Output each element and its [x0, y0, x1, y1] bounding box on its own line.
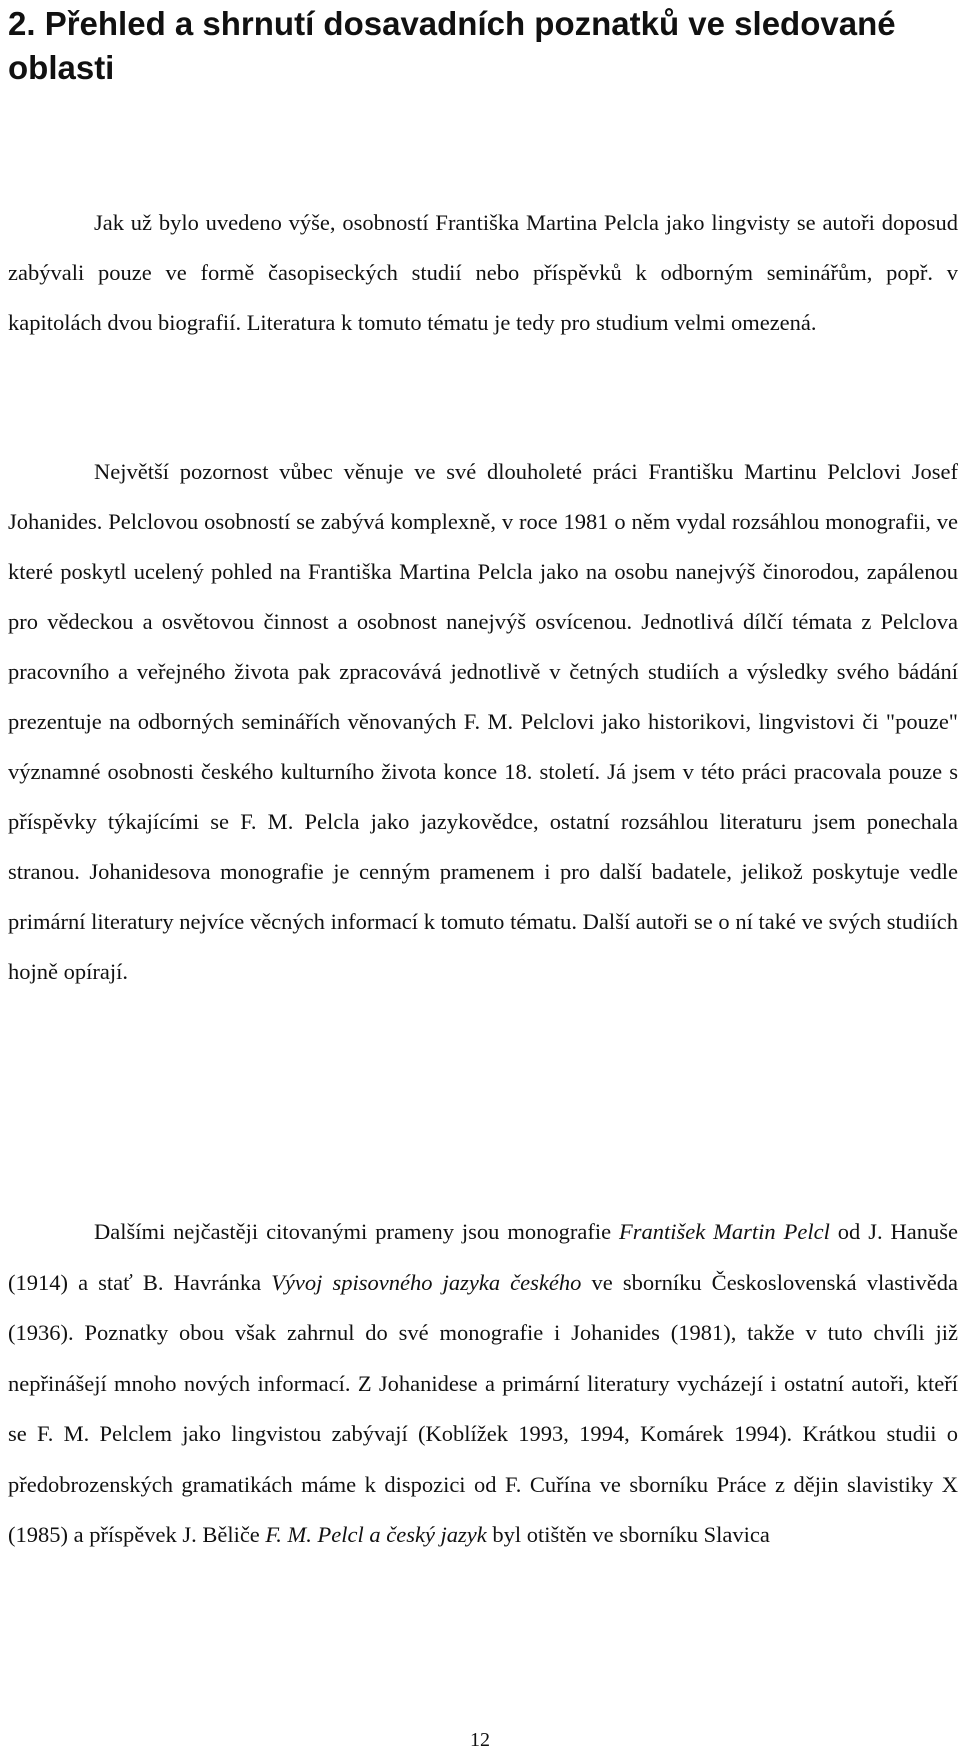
chapter-heading: 2. Přehled a shrnutí dosavadních poznatků ve sledované oblasti [8, 5, 896, 86]
paragraph-sources-text-3: ve sborníku Československá vlastivěda (1936). Poznatky obou však zahrnul do své monografie i Johanides (1981), takže v tuto chvíli již nepřinášejí mnoho nových informací. Z Johanidese a primární literatury vycházejí i ostatní autoři, kteří se F. M. Pelclem jako lingvistou zabývají (Koblížek 1993, 1994, Komárek 1994). Krátkou studii o předobrozenských gramatikách máme k dispozici od F. Cuřína ve sborníku Práce z dějin slavistiky X (1985) a příspěvek J. Běliče [8, 1269, 958, 1547]
paragraph-sources-text-4: byl otištěn ve sborníku Slavica [486, 1522, 770, 1547]
paragraph-sources [8, 1207, 958, 1561]
book-title-vyvoj: Vývoj spisovného jazyka českého [271, 1269, 582, 1295]
paragraph-sources-text-1: Dalšími nejčastěji citovanými prameny jsou monografie [94, 1219, 619, 1244]
book-title-pelcl: František Martin Pelcl [619, 1219, 830, 1244]
paragraph-johanides: Největší pozornost vůbec věnuje ve své dlouholeté práci Františku Martinu Pelclovi Josef Johanides. Pelclovou osobností se zabývá komplexně, v roce 1981 o něm vydal rozsáhlou monografii, ve které poskytl ucelený pohled na Františka Martina Pelcla jako na osobu nanejvýš činorodou, zapálenou pro vědeckou a osvětovou činnost a osobnost nanejvýš osvícenou. Jednotlivá dílčí témata z Pelclova pracovního a veřejného života pak zpracovává jednotlivě v četných studiích a výsledky svého bádání prezentuje na odborných seminářích věnovaných F. M. Pelclovi jako historikovi, lingvistovi či "pouze" významné osobnosti českého kulturního života konce 18. století. Já jsem v této práci pracovala pouze s příspěvky týkajícími se F. M. Pelcla jako jazykovědce, ostatní rozsáhlou literaturu jsem ponechala stranou. Johanidesova monografie je cenným pramenem i pro další badatele, jelikož poskytuje vedle primární literatury nejvíce věcných informací k tomuto tématu. Další autoři se o ní také ve svých studiích hojně opírají. [8, 459, 958, 984]
page-number: 12 [470, 1729, 490, 1751]
paragraph-intro: Jak už bylo uvedeno výše, osobností Františka Martina Pelcla jako lingvisty se autoři doposud zabývali pouze ve formě časopiseckých studií nebo příspěvků k odborným seminářům, popř. v kapitolách dvou biografií. Literatura k tomuto tématu je tedy pro studium velmi omezená. [8, 210, 958, 335]
paragraph-sources-text-2: od J. Hanuše (1914) a stať B. Havránka [8, 1219, 958, 1295]
article-title-pelcl-cesky-jazyk: F. M. Pelcl a český jazyk [265, 1522, 487, 1547]
